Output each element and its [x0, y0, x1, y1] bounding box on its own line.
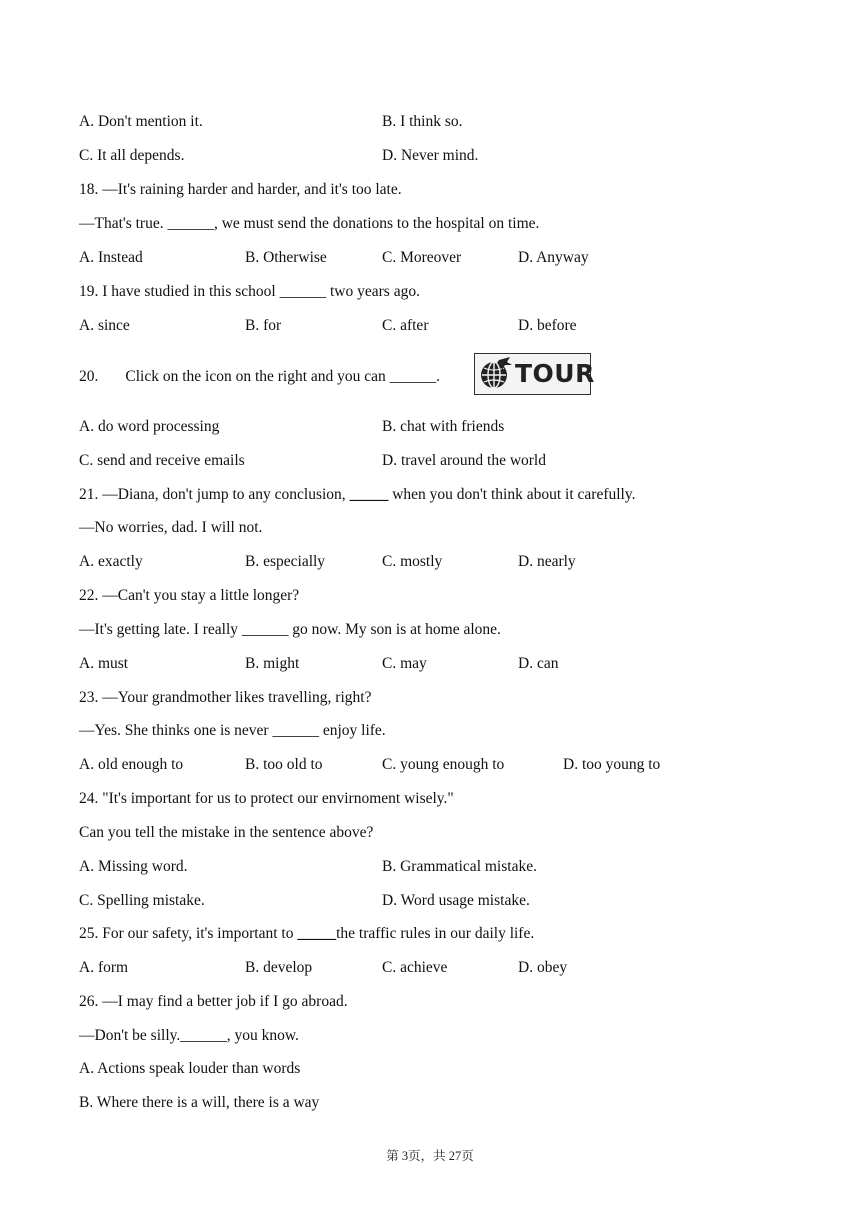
q18-options: [79, 248, 799, 268]
q21-option-b: B. especially: [245, 553, 326, 570]
q22-option-c: C. may: [382, 655, 427, 672]
q18-option-c: C. Moreover: [382, 249, 462, 266]
q17-options-row-2: [79, 146, 799, 166]
q23-option-d: D. too young to: [563, 756, 661, 773]
q22-reply: —It's getting late. I really ______ go now. My son is at home alone.: [79, 621, 501, 638]
q26-option-b: B. Where there is a will, there is a way: [79, 1094, 320, 1111]
q25-blank: _____: [297, 925, 337, 942]
q20-stem-line: [79, 367, 440, 387]
q20-option-d: D. travel around the world: [382, 452, 546, 469]
q19-option-a: A. since: [79, 317, 130, 334]
q19-option-b: B. for: [245, 317, 282, 334]
q23-options: [79, 755, 799, 775]
q24-options-row-1: [79, 857, 799, 877]
q25-option-d: D. obey: [518, 959, 568, 976]
page-footer: 第 3页，共 27页: [386, 1149, 474, 1163]
q23-reply: —Yes. She thinks one is never ______ enjoy life.: [79, 722, 386, 739]
q21-reply: —No worries, dad. I will not.: [79, 519, 263, 536]
q24-option-a: A. Missing word.: [79, 858, 188, 875]
q20-stem: Click on the icon on the right and you can ______.: [125, 368, 441, 385]
q25-option-c: C. achieve: [382, 959, 448, 976]
q25-option-a: A. form: [79, 959, 129, 976]
q18-option-d: D. Anyway: [518, 249, 589, 266]
q23-option-a: A. old enough to: [79, 756, 184, 773]
q17-option-b: B. I think so.: [382, 113, 463, 130]
q21-option-d: D. nearly: [518, 553, 576, 570]
q22-option-b: B. might: [245, 655, 300, 672]
q21-option-c: C. mostly: [382, 553, 443, 570]
q24-option-c: C. Spelling mistake.: [79, 892, 205, 909]
q20-option-a: A. do word processing: [79, 418, 220, 435]
q23-option-c: C. young enough to: [382, 756, 505, 773]
q18-option-b: B. Otherwise: [245, 249, 327, 266]
q19-options: [79, 316, 799, 336]
q17-option-a: A. Don't mention it.: [79, 113, 203, 130]
q25-stem-after: the traffic rules in our daily life.: [336, 925, 535, 942]
q25-option-b: B. develop: [245, 959, 313, 976]
q17-options-row-1: [79, 112, 799, 132]
tour-logo-text: TOUR: [515, 359, 595, 388]
q20-options-row-1: [79, 417, 799, 437]
q25-stem: [79, 924, 534, 944]
globe-airplane-icon: [477, 356, 513, 392]
q17-option-d: D. Never mind.: [382, 147, 479, 164]
tour-logo: [474, 353, 595, 395]
q21-stem-after: when you don't think about it carefully.: [388, 486, 636, 503]
q22-option-d: D. can: [518, 655, 559, 672]
q24-stem: 24. "It's important for us to protect our envirnoment wisely.": [79, 790, 454, 807]
q22-options: [79, 654, 799, 674]
q21-options: [79, 552, 799, 572]
q20-number: 20.: [79, 368, 99, 385]
q17-option-c: C. It all depends.: [79, 147, 185, 164]
q24-options-row-2: [79, 891, 799, 911]
q21-blank: _____: [349, 486, 389, 503]
q21-option-a: A. exactly: [79, 553, 143, 570]
q24-sub: Can you tell the mistake in the sentence above?: [79, 824, 374, 841]
q21-stem: [79, 485, 635, 505]
q21-stem-before: 21. —Diana, don't jump to any conclusion,: [79, 486, 350, 503]
q19-stem: 19. I have studied in this school ______ two years ago.: [79, 283, 420, 300]
q25-stem-before: 25. For our safety, it's important to: [79, 925, 298, 942]
q25-options: [79, 958, 799, 978]
q19-option-c: C. after: [382, 317, 429, 334]
q23-option-b: B. too old to: [245, 756, 323, 773]
q26-stem: 26. —I may find a better job if I go abroad.: [79, 993, 348, 1010]
q18-reply: —That's true. ______, we must send the donations to the hospital on time.: [79, 215, 540, 232]
q24-option-d: D. Word usage mistake.: [382, 892, 530, 909]
q26-option-a: A. Actions speak louder than words: [79, 1060, 301, 1077]
q18-stem: 18. —It's raining harder and harder, and it's too late.: [79, 181, 402, 198]
q20-option-b: B. chat with friends: [382, 418, 505, 435]
q19-option-d: D. before: [518, 317, 577, 334]
q26-reply: —Don't be silly.______, you know.: [79, 1027, 299, 1044]
q24-option-b: B. Grammatical mistake.: [382, 858, 537, 875]
q22-option-a: A. must: [79, 655, 129, 672]
q23-stem: 23. —Your grandmother likes travelling, right?: [79, 689, 372, 706]
q22-stem: 22. —Can't you stay a little longer?: [79, 587, 300, 604]
q18-option-a: A. Instead: [79, 249, 143, 266]
q20-option-c: C. send and receive emails: [79, 452, 245, 469]
q20-options-row-2: [79, 451, 799, 471]
